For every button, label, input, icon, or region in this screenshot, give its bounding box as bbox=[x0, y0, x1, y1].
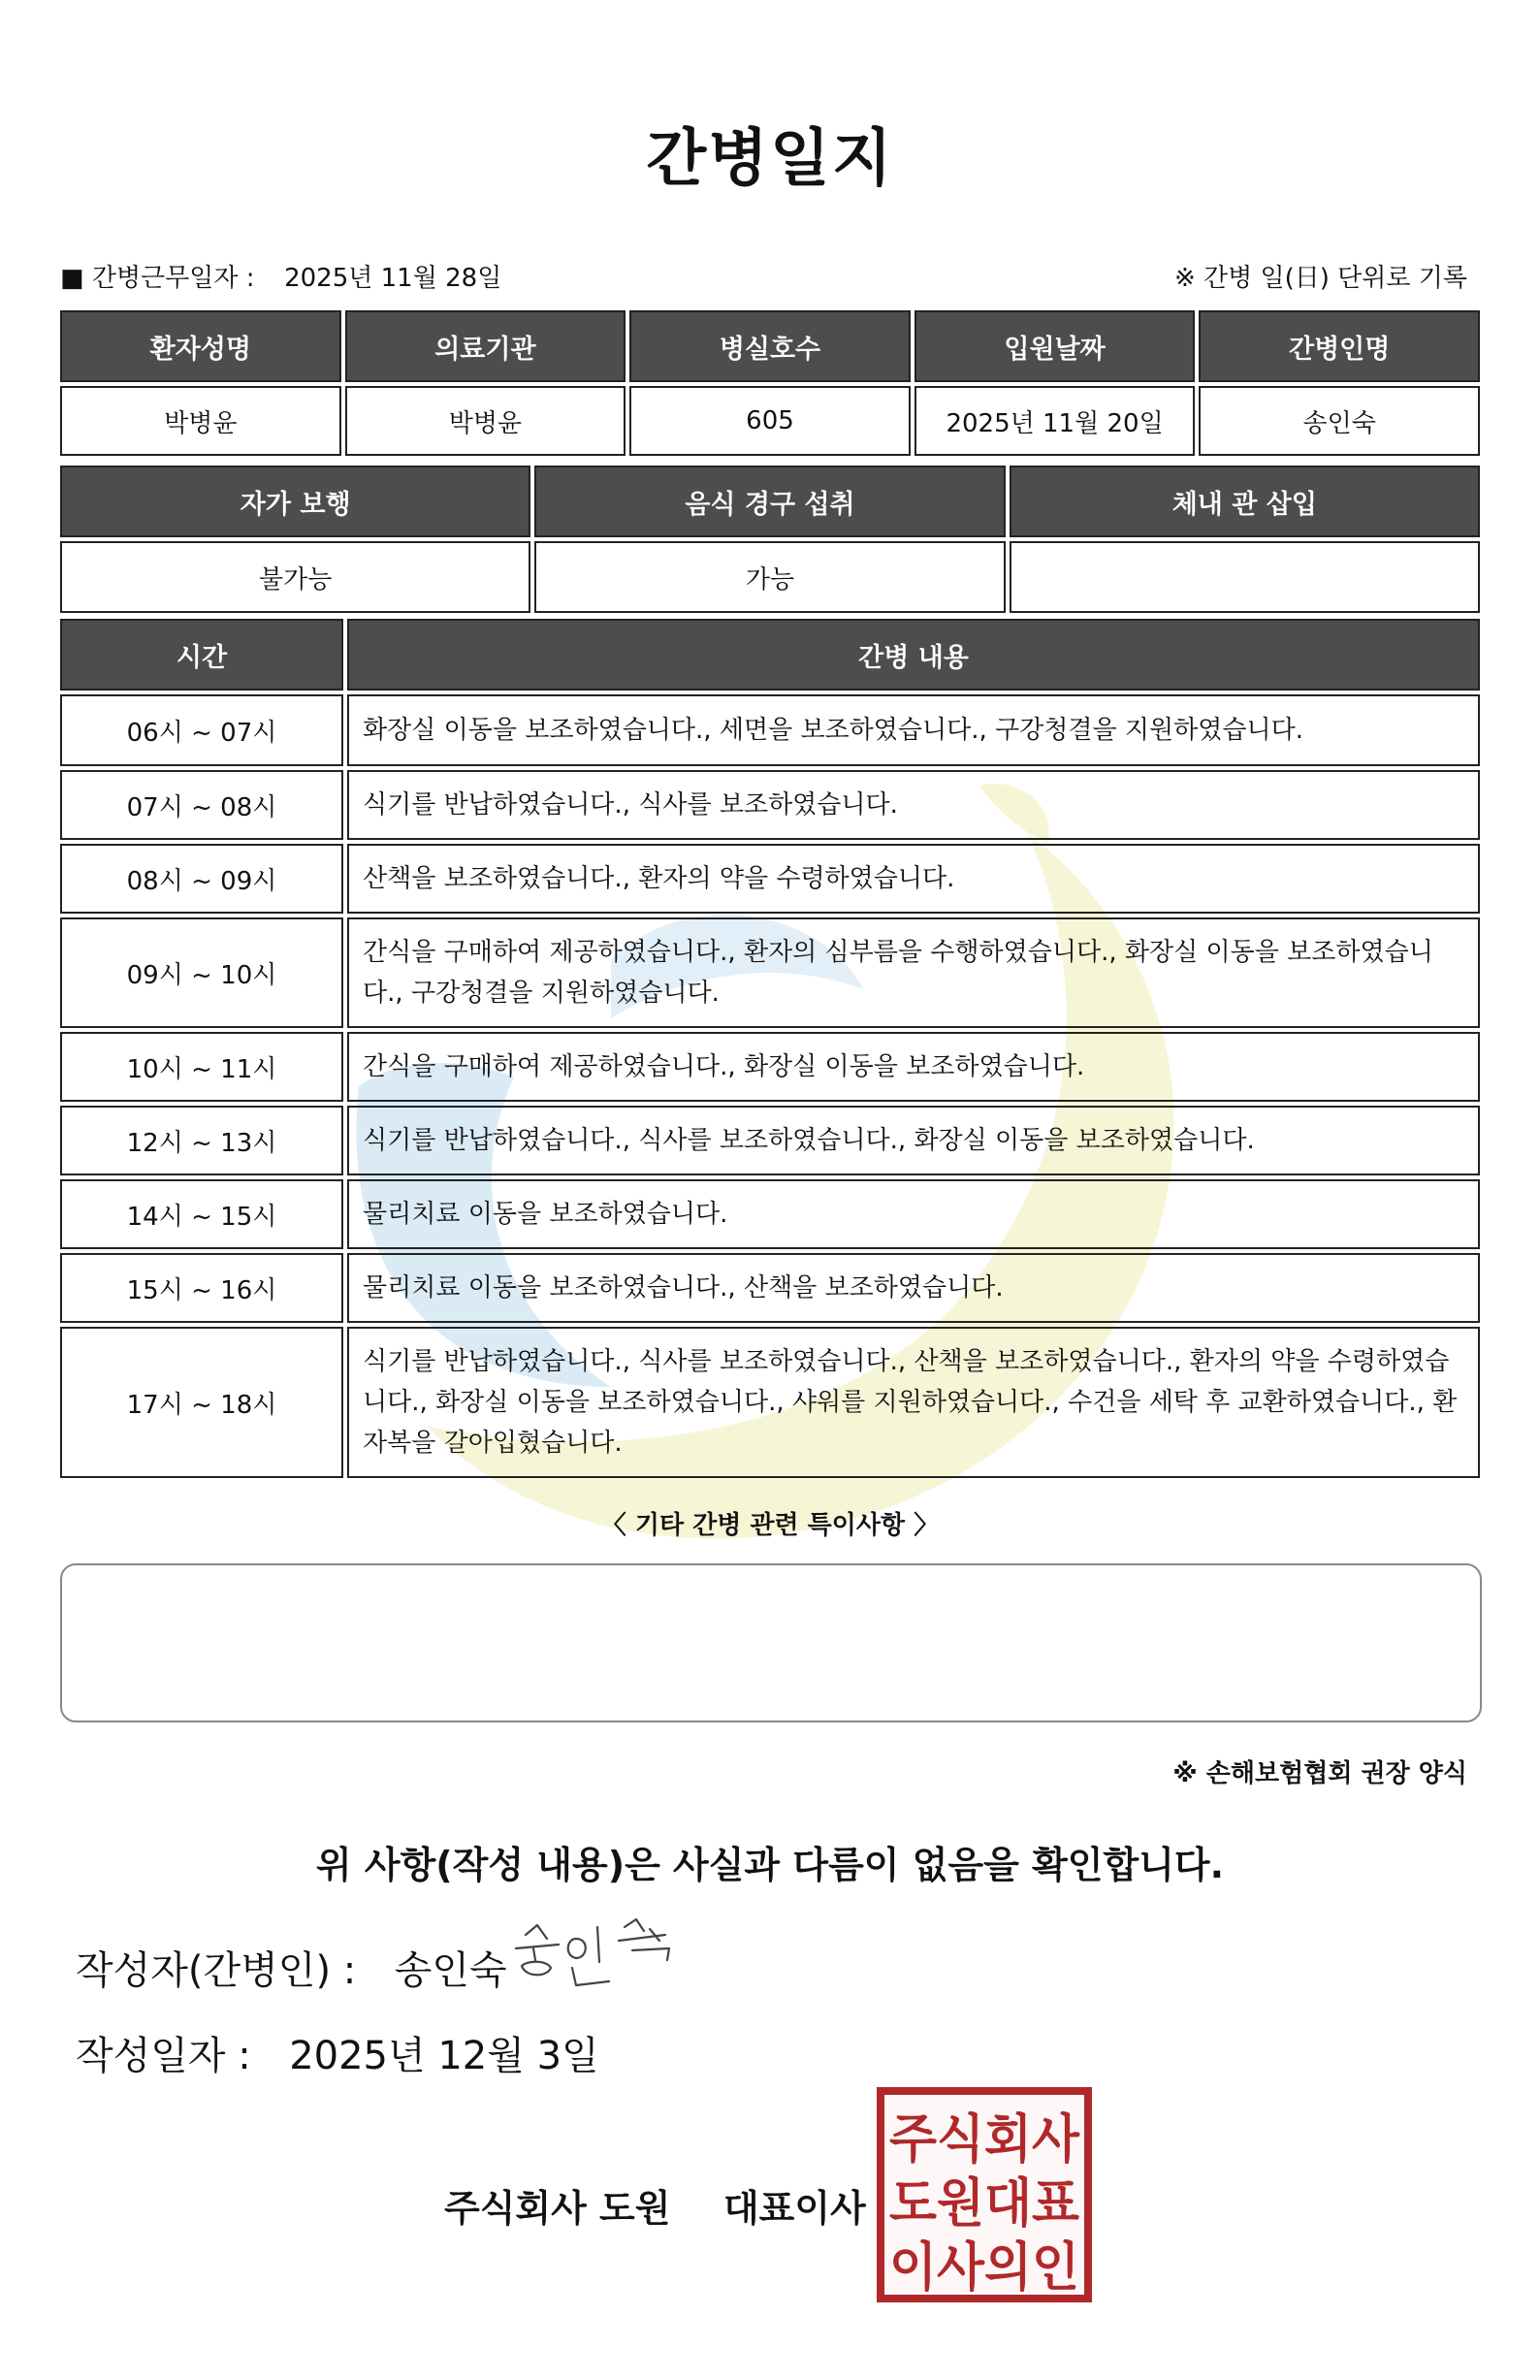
work-date-label: ■ 간병근무일자 : bbox=[60, 264, 255, 293]
log-time: 09시 ~ 10시 bbox=[60, 917, 343, 1028]
room-number: 605 bbox=[629, 386, 911, 456]
patient-name: 박병윤 bbox=[60, 386, 341, 456]
log-row bbox=[60, 1253, 1480, 1323]
recommendation-note: ※ 손해보험협회 권장 양식 bbox=[1172, 1759, 1467, 1788]
status-value-row bbox=[60, 541, 1480, 613]
company-title: 대표이사 bbox=[722, 2187, 866, 2230]
header-hospital: 의료기관 bbox=[345, 310, 626, 382]
special-notes-box[interactable] bbox=[60, 1563, 1482, 1722]
header-caregiver-name: 간병인명 bbox=[1199, 310, 1480, 382]
header-patient-name: 환자성명 bbox=[60, 310, 341, 382]
svg-text:주식회사: 주식회사 bbox=[889, 2108, 1080, 2170]
company-line bbox=[444, 2178, 866, 2232]
log-time: 06시 ~ 07시 bbox=[60, 694, 343, 766]
log-header-row bbox=[60, 619, 1480, 691]
company-name: 주식회사 도원 bbox=[444, 2187, 671, 2230]
log-time: 12시 ~ 13시 bbox=[60, 1106, 343, 1175]
handwritten-signature bbox=[504, 1906, 689, 2003]
header-room-number: 병실호수 bbox=[629, 310, 911, 382]
page-title: 간병일지 bbox=[646, 123, 894, 195]
log-content: 물리치료 이동을 보조하였습니다., 산책을 보조하였습니다. bbox=[347, 1253, 1480, 1323]
log-row bbox=[60, 1327, 1480, 1478]
writer-label: 작성자(간병인) : bbox=[76, 1948, 357, 1993]
log-content: 식기를 반납하였습니다., 식사를 보조하였습니다. bbox=[347, 770, 1480, 840]
log-row bbox=[60, 844, 1480, 914]
work-date-value: 2025년 11월 28일 bbox=[284, 264, 502, 293]
log-time: 14시 ~ 15시 bbox=[60, 1179, 343, 1249]
writer-name: 송인숙 bbox=[394, 1948, 507, 1993]
patient-status-table bbox=[56, 462, 1484, 617]
log-content: 식기를 반납하였습니다., 식사를 보조하였습니다., 화장실 이동을 보조하였습니다. bbox=[347, 1106, 1480, 1175]
writer-line bbox=[76, 1940, 507, 1995]
header-oral-intake: 음식 경구 섭취 bbox=[534, 466, 1005, 537]
header-time: 시간 bbox=[60, 619, 343, 691]
header-care-content: 간병 내용 bbox=[347, 619, 1480, 691]
header-self-walking: 자가 보행 bbox=[60, 466, 530, 537]
log-time: 17시 ~ 18시 bbox=[60, 1327, 343, 1478]
company-seal bbox=[877, 2087, 1092, 2302]
header-admission-date: 입원날짜 bbox=[914, 310, 1196, 382]
header-tube-insertion: 체내 관 삽입 bbox=[1010, 466, 1480, 537]
special-notes-heading: 〈 기타 간병 관련 특이사항 〉 bbox=[600, 1511, 940, 1540]
log-time: 08시 ~ 09시 bbox=[60, 844, 343, 914]
self-walking-value: 불가능 bbox=[60, 541, 530, 613]
work-date bbox=[60, 258, 501, 294]
log-content: 화장실 이동을 보조하였습니다., 세면을 보조하였습니다., 구강청결을 지원하였습니다. bbox=[347, 694, 1480, 766]
tube-insertion-value bbox=[1010, 541, 1480, 613]
record-note: ※ 간병 일(日) 단위로 기록 bbox=[1173, 264, 1467, 293]
log-row bbox=[60, 1179, 1480, 1249]
care-log-table bbox=[56, 615, 1484, 1482]
log-time: 10시 ~ 11시 bbox=[60, 1032, 343, 1102]
log-time: 15시 ~ 16시 bbox=[60, 1253, 343, 1323]
hospital: 박병윤 bbox=[345, 386, 626, 456]
written-date-value: 2025년 12월 3일 bbox=[289, 2034, 599, 2078]
patient-value-row bbox=[60, 386, 1480, 456]
svg-text:도원대표: 도원대표 bbox=[889, 2172, 1079, 2234]
log-content: 물리치료 이동을 보조하였습니다. bbox=[347, 1179, 1480, 1249]
log-content: 식기를 반납하였습니다., 식사를 보조하였습니다., 산책을 보조하였습니다., 환자의 약을 수령하였습니다., 화장실 이동을 보조하였습니다., 샤워를 지원하였습니다., 수건을 세탁 후 교환하였습니다., 환자복을 갈아입혔습니다. bbox=[347, 1327, 1480, 1478]
log-row bbox=[60, 770, 1480, 840]
admission-date: 2025년 11월 20일 bbox=[914, 386, 1196, 456]
patient-info-table bbox=[56, 306, 1484, 460]
patient-header-row bbox=[60, 310, 1480, 382]
log-row bbox=[60, 1106, 1480, 1175]
log-time: 07시 ~ 08시 bbox=[60, 770, 343, 840]
log-row bbox=[60, 917, 1480, 1028]
svg-text:이사의인: 이사의인 bbox=[889, 2236, 1079, 2298]
written-date-label: 작성일자 : bbox=[76, 2034, 251, 2078]
log-row bbox=[60, 694, 1480, 766]
log-content: 간식을 구매하여 제공하였습니다., 화장실 이동을 보조하였습니다. bbox=[347, 1032, 1480, 1102]
log-content: 산책을 보조하였습니다., 환자의 약을 수령하였습니다. bbox=[347, 844, 1480, 914]
confirmation-statement: 위 사항(작성 내용)은 사실과 다름이 없음을 확인합니다. bbox=[315, 1844, 1225, 1886]
written-date-line bbox=[76, 2025, 599, 2080]
caregiver-name: 송인숙 bbox=[1199, 386, 1480, 456]
log-row bbox=[60, 1032, 1480, 1102]
status-header-row bbox=[60, 466, 1480, 537]
oral-intake-value: 가능 bbox=[534, 541, 1005, 613]
log-content: 간식을 구매하여 제공하였습니다., 환자의 심부름을 수행하였습니다., 화장실 이동을 보조하였습니다., 구강청결을 지원하였습니다. bbox=[347, 917, 1480, 1028]
